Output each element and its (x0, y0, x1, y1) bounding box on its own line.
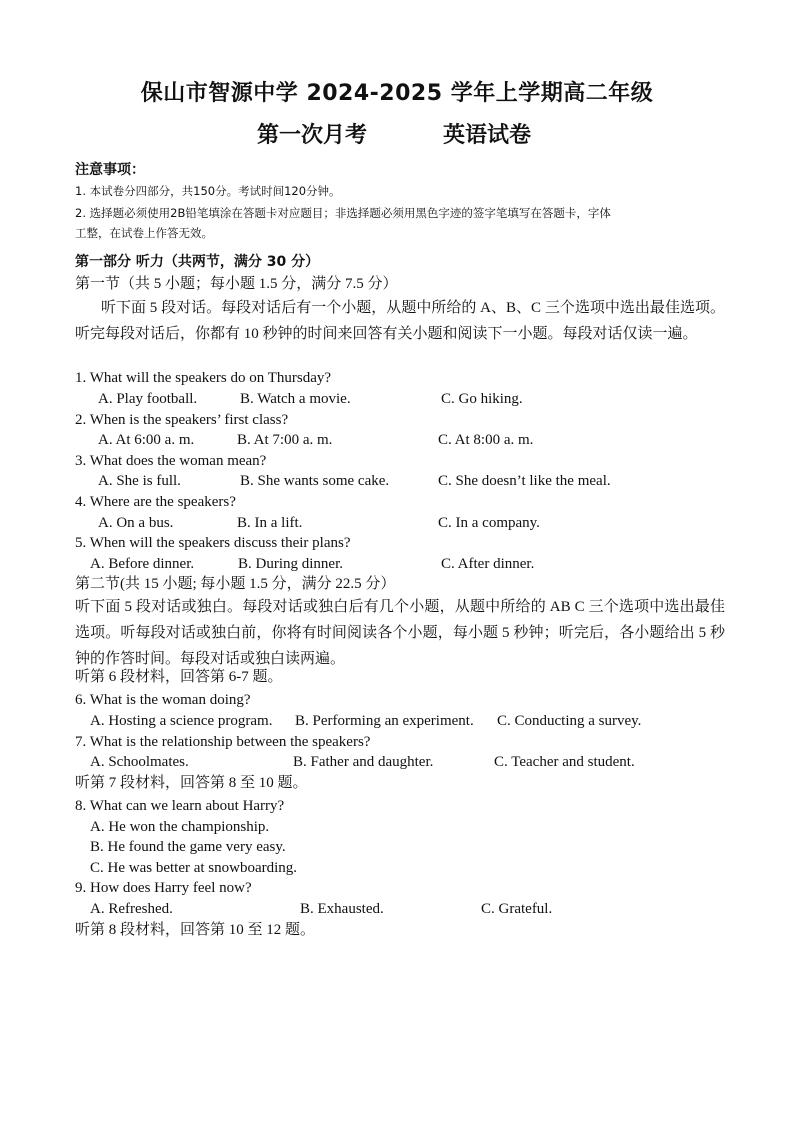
q2-option-c: C. At 8:00 a. m. (438, 432, 534, 448)
q3-option-a: A. She is full. (98, 473, 181, 489)
section1-heading: 第一节（共 5 小题；每小题 1.5 分，满分 7.5 分） (75, 276, 398, 292)
question-4: 4. Where are the speakers? (75, 494, 236, 510)
question-5: 5. When will the speakers discuss their plans? (75, 535, 351, 551)
q3-option-c: C. She doesn’t like the meal. (438, 473, 611, 489)
question-8: 8. What can we learn about Harry? (75, 798, 285, 814)
q9-option-a: A. Refreshed. (90, 901, 173, 917)
q2-option-a: A. At 6:00 a. m. (98, 432, 195, 448)
q6-option-a: A. Hosting a science program. (90, 713, 273, 729)
material-8-note: 听第 8 段材料，回答第 10 至 12 题。 (75, 922, 316, 938)
note-item-1: 1. 本试卷分四部分，共150分。考试时间120分钟。 (75, 184, 341, 198)
question-9: 9. How does Harry feel now? (75, 880, 252, 896)
q8-option-a: A. He won the championship. (90, 819, 270, 835)
q5-option-c: C. After dinner. (441, 556, 535, 572)
exam-subtitle-subject: 英语试卷 (443, 123, 532, 148)
part1-heading: 第一部分 听力（共两节，满分 30 分） (75, 254, 320, 270)
q8-option-c: C. He was better at snowboarding. (90, 860, 298, 876)
question-7: 7. What is the relationship between the speakers? (75, 734, 371, 750)
q2-option-b: B. At 7:00 a. m. (237, 432, 333, 448)
q9-option-b: B. Exhausted. (300, 901, 384, 917)
question-6: 6. What is the woman doing? (75, 692, 251, 708)
q4-option-c: C. In a company. (438, 515, 540, 531)
note-item-2-cont: 工整，在试卷上作答无效。 (75, 226, 213, 240)
note-item-2: 2. 选择题必须使用2B铅笔填涂在答题卡对应题目；非选择题必须用黑色字迹的签字笔填写在答题卡，字体 (75, 206, 611, 220)
question-2: 2. When is the speakers’ first class? (75, 412, 289, 428)
q4-option-a: A. On a bus. (98, 515, 174, 531)
q5-option-b: B. During dinner. (238, 556, 343, 572)
q4-option-b: B. In a lift. (237, 515, 303, 531)
q6-option-b: B. Performing an experiment. (295, 713, 474, 729)
q1-option-a: A. Play football. (98, 391, 198, 407)
section2-intro: 听下面 5 段对话或独白。每段对话或独白后有几个小题，从题中所给的 AB C 三个选项中选出最佳选项。听每段对话或独白前，你将有时间阅读各个小题，每小题 5 秒钟；听完后，各小题给出 5 秒钟的作答时间。每段对话或独白读两遍。 (75, 599, 725, 667)
q7-option-c: C. Teacher and student. (494, 754, 635, 770)
q7-option-a: A. Schoolmates. (90, 754, 189, 770)
notes-heading: 注意事项： (75, 162, 145, 178)
question-3: 3. What does the woman mean? (75, 453, 267, 469)
section1-intro: 听下面 5 段对话。每段对话后有一个小题，从题中所给的 A、B、C 三个选项中选出最佳选项。听完每段对话后，你都有 10 秒钟的时间来回答有关小题和阅读下一小题。每段对话仅读一遍。 (75, 300, 725, 342)
material-6-note: 听第 6 段材料，回答第 6-7 题。 (75, 669, 283, 685)
q6-option-c: C. Conducting a survey. (497, 713, 642, 729)
exam-subtitle-exam: 第一次月考 (257, 123, 368, 148)
q5-option-a: A. Before dinner. (90, 556, 195, 572)
q9-option-c: C. Grateful. (481, 901, 553, 917)
q8-option-b: B. He found the game very easy. (90, 839, 286, 855)
q7-option-b: B. Father and daughter. (293, 754, 434, 770)
q1-option-c: C. Go hiking. (441, 391, 523, 407)
material-7-note: 听第 7 段材料，回答第 8 至 10 题。 (75, 775, 308, 791)
q3-option-b: B. She wants some cake. (240, 473, 390, 489)
question-1: 1. What will the speakers do on Thursday? (75, 370, 332, 386)
exam-title: 保山市智源中学 2024-2025 学年上学期高二年级 (140, 81, 654, 106)
q1-option-b: B. Watch a movie. (240, 391, 351, 407)
section2-heading: 第二节(共 15 小题; 每小题 1.5 分，满分 22.5 分） (75, 576, 396, 592)
